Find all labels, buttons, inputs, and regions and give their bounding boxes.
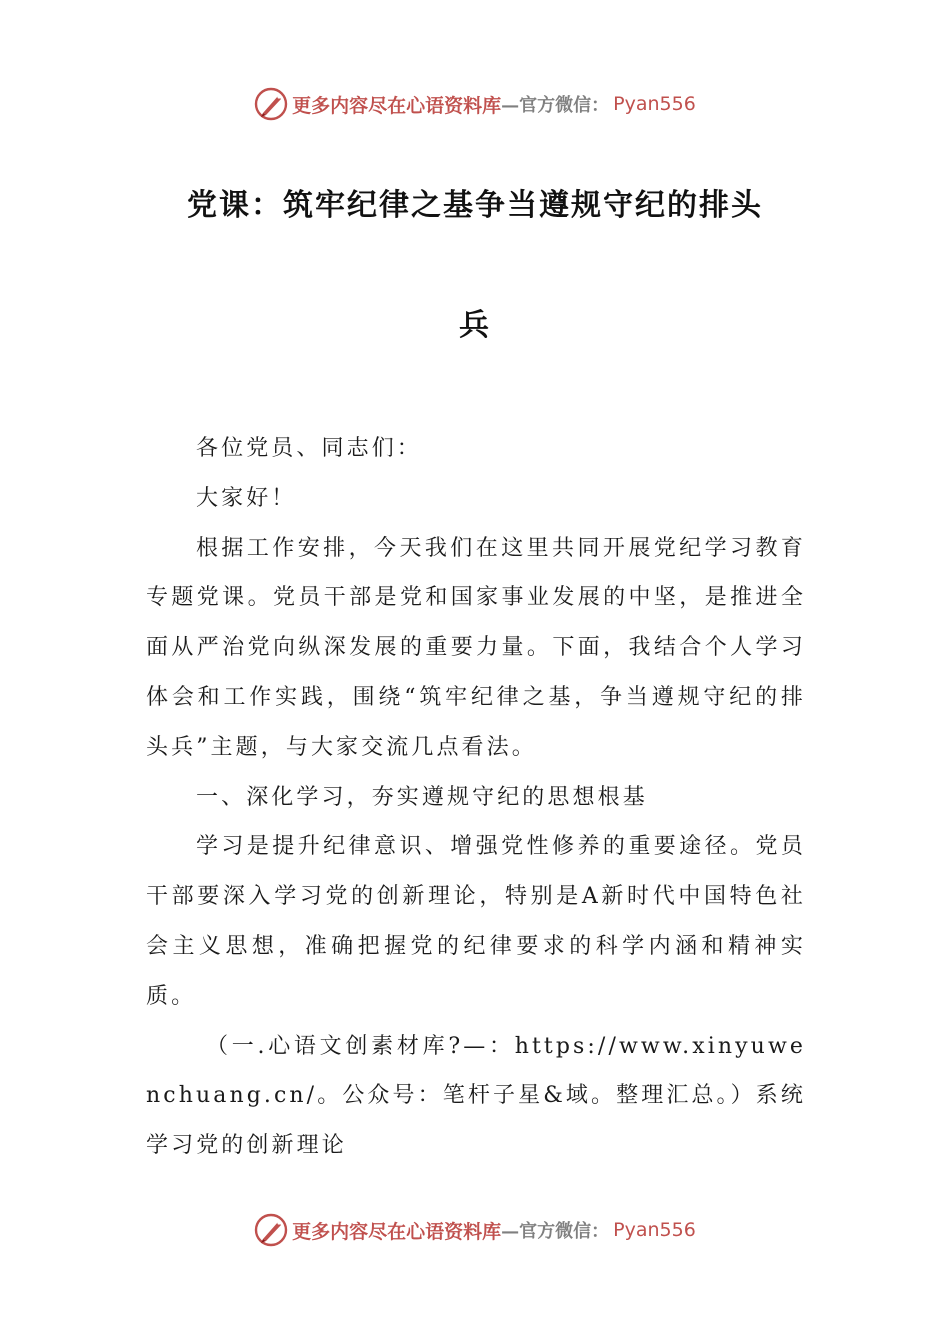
header-banner	[0, 84, 950, 124]
hello-line: 大家好！	[196, 485, 297, 511]
document-title-line1: 党课：筑牢纪律之基争当遵规守纪的排头	[187, 188, 763, 223]
footer-banner	[0, 1210, 950, 1250]
document-body	[146, 424, 806, 1171]
subsection-paragraph: （一.心语文创素材库?—：https://www.xinyuwenchuang.cn/。公众号：笔杆子星&域。整理汇总。）系统学习党的创新理论	[146, 1033, 806, 1159]
banner-wechat-id: Pyan556	[613, 1219, 696, 1241]
pen-logo-icon	[254, 87, 288, 121]
banner-wechat-label: —官方微信：	[501, 1221, 610, 1242]
section-heading-1: 一、深化学习，夯实遵规守纪的思想根基	[196, 784, 648, 810]
pen-logo-icon	[254, 1213, 288, 1247]
banner-wechat-label: —官方微信：	[501, 95, 610, 116]
banner-title: 更多内容尽在心语资料库	[292, 1220, 502, 1243]
section-1-paragraph: 学习是提升纪律意识、增强党性修养的重要途径。党员干部要深入学习党的创新理论，特别是A新时代中国特色社会主义思想，准确把握党的纪律要求的科学内涵和精神实质。	[146, 834, 806, 1009]
banner-title: 更多内容尽在心语资料库	[292, 94, 502, 117]
greeting: 各位党员、同志们：	[196, 436, 422, 461]
banner-wechat-id: Pyan556	[613, 93, 696, 115]
document-title-line2: 兵	[459, 308, 491, 343]
intro-paragraph: 根据工作安排，今天我们在这里共同开展党纪学习教育专题党课。党员干部是党和国家事业发展的中坚，是推进全面从严治党向纵深发展的重要力量。下面，我结合个人学习体会和工作实践，围绕“筑牢纪律之基，争当遵规守纪的排头兵”主题，与大家交流几点看法。	[146, 535, 806, 760]
